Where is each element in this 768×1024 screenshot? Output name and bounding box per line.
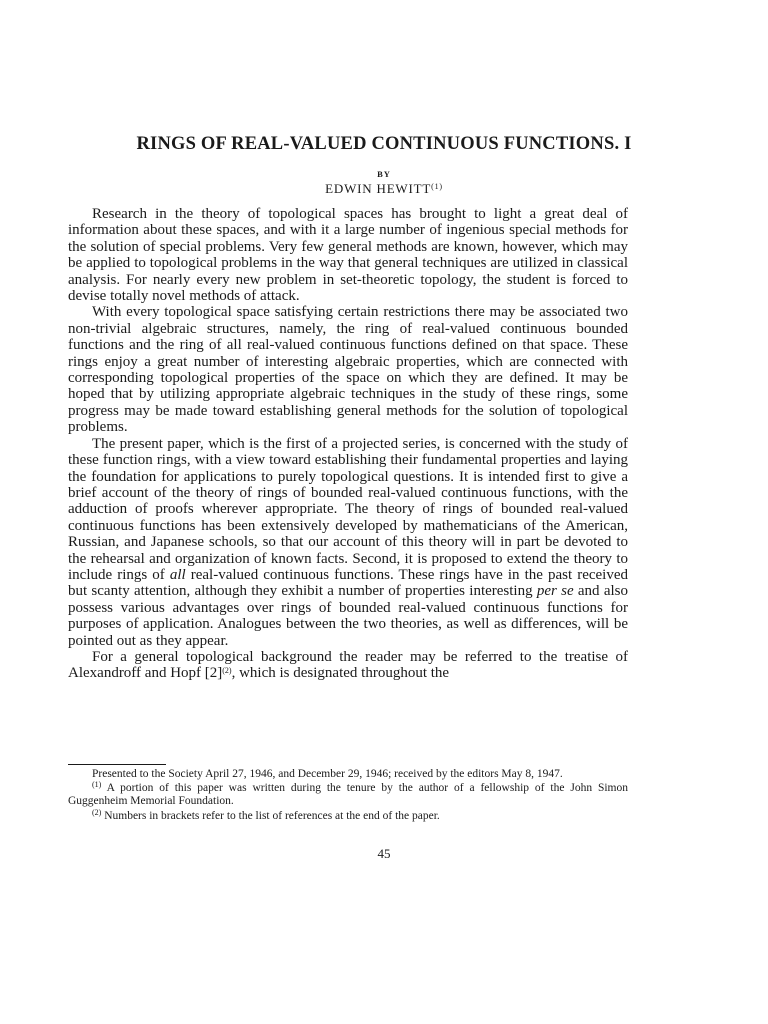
paper-title: RINGS OF REAL-VALUED CONTINUOUS FUNCTIONS. I [136,134,632,154]
body-text [68,206,628,682]
footnote-2 [68,807,628,823]
paragraph-4-part-b: , which is designated throughout the [231,665,450,682]
paragraph-3-part-a: The present paper, which is the first of a projected series, is concerned with the study of these function rings, with a view toward establishing their fundamental properties and laying the foundation for applications to purely topological questions. It is intended first to give a brief account of the theory of rings of bounded real-valued continuous functions, with the adduction of proofs wherever appropriate. The theory of rings of bounded real-valued continuous functions has been extensively developed by mathematicians of the American, Russian, and Japanese schools, so that our account of this theory will in part be devoted to the rehearsal and organization of known facts. Second, it is proposed to extend the theory to include rings of [68,435,628,583]
footnote-received: Presented to the Society April 27, 1946, and December 29, 1946; received by the editors May 8, 1947. [92,768,563,780]
paragraph-4 [68,649,628,682]
paragraph-1: Research in the theory of topological spaces has brought to light a great deal of information about these spaces, and with it a large number of ingenious special methods for the solution of special problems. Very few general methods are known, however, which may be applied to topological problems in the way that general techniques are utilized in classical analysis. For nearly every new problem in set-theoretic topology, the student is forced to devise totally novel methods of attack. [68,206,628,305]
emphasis-per-se: per se [536,583,574,600]
paragraph-2: With every topological space satisfying certain restrictions there may be associated two non-trivial algebraic structures, namely, the ring of real-valued continuous bounded functions and the ring of all real-valued continuous functions defined on that space. These rings enjoy a great number of interesting algebraic properties, which are connected with corresponding topological properties of the space on which they are defined. It may be hoped that by utilizing appropriate algebraic techniques in the study of these rings, some progress may be made toward establishing general methods for the solution of topological problems. [68,304,628,436]
byline-by: BY [377,169,391,179]
emphasis-all: all [169,566,186,583]
footnote-2-text: Numbers in brackets refer to the list of references at the end of the paper. [101,809,440,822]
footnote-2-mark: (2) [92,807,102,817]
paragraph-4-part-a: For a general topological background the reader may be referred to the treatise of Alexandroff and Hopf [2] [68,648,628,682]
author-name [0,181,768,197]
footnote-1-text: A portion of this paper was written during the tenure by the author of a fellowship of the John Simon Guggenheim Memorial Foundation. [68,782,628,808]
footnote-2-ref: (2) [222,666,232,676]
footnote-1-mark: (1) [92,780,102,790]
paragraph-3-part-c: and also possess various advantages over rings of bounded real-valued continuous functions for purposes of application. Analogues between the two theories, as well as differences, will be pointed out as they appear. [68,583,628,649]
paragraph-3 [68,436,628,649]
author-footnote-mark: (1) [431,182,443,191]
author-text: EDWIN HEWITT [325,181,432,196]
footnote-1 [68,782,628,808]
footnote-rule [68,764,166,765]
footnotes [68,768,628,823]
paragraph-3-part-b: real-valued continuous functions. These rings have in the past received but scanty attention, although they exhibit a number of properties interesting [68,566,628,600]
page-number: 45 [377,846,391,861]
